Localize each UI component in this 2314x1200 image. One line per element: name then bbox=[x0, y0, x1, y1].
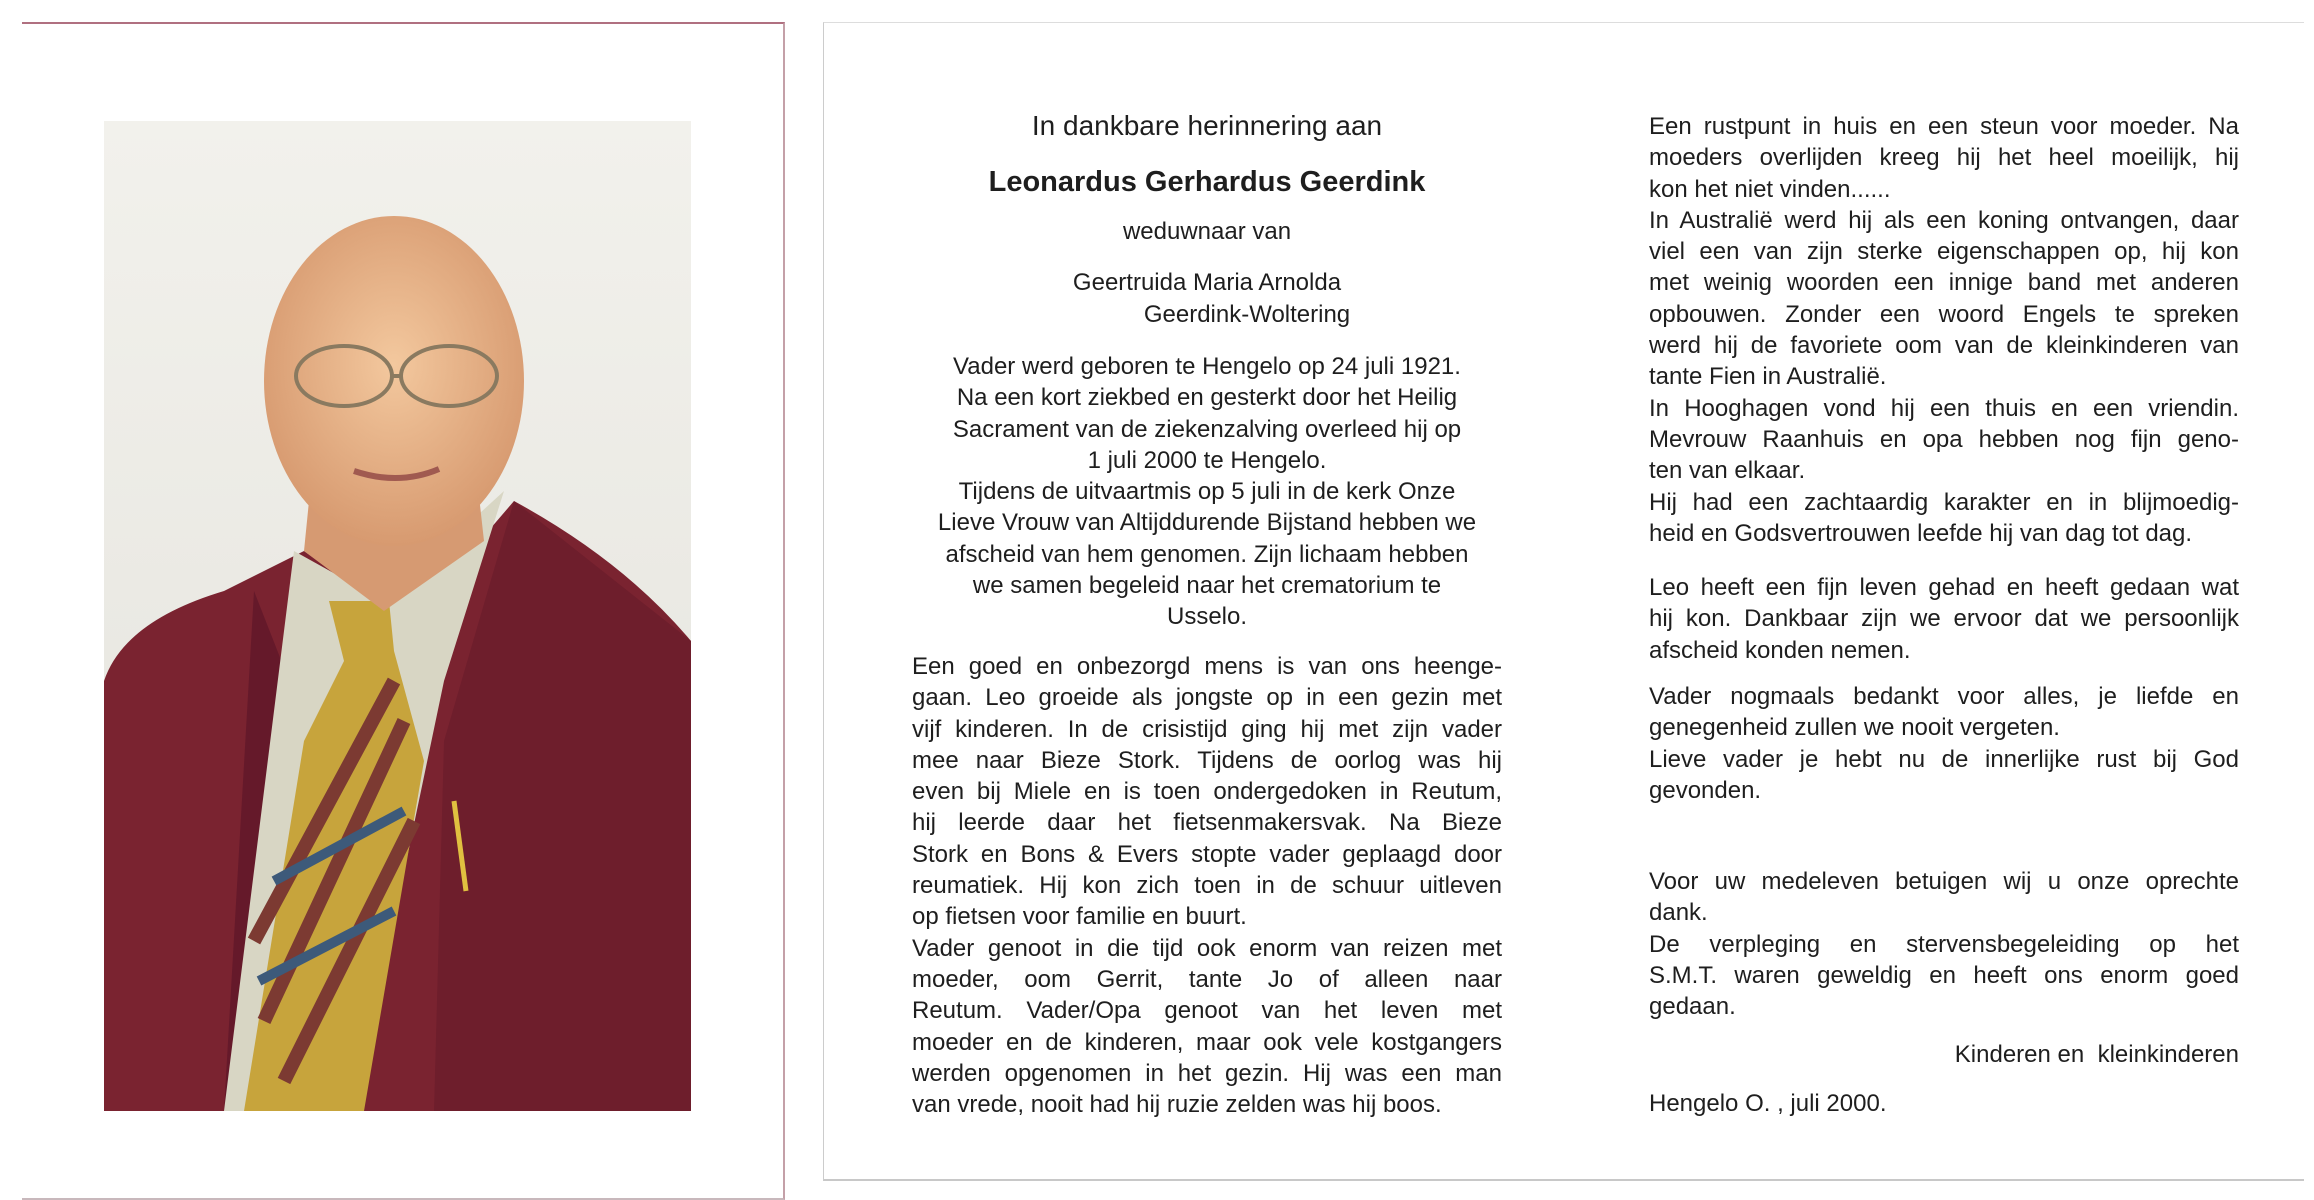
text-line: moeder, oom Gerrit, tante Jo of alleen naar bbox=[912, 965, 1502, 993]
biography-paragraph-4 bbox=[1649, 572, 2239, 666]
text-line: van vrede, nooit had hij ruzie zelden was hij boos. bbox=[912, 1091, 1442, 1119]
thanks-paragraph bbox=[1649, 866, 2239, 1022]
signature-block bbox=[1649, 1039, 2239, 1070]
portrait-image bbox=[104, 121, 691, 1111]
text-line: op fietsen voor familie en buurt. bbox=[912, 903, 1247, 931]
text-line: we samen begeleid naar het crematorium te bbox=[972, 572, 1442, 600]
text-line: afscheid van hem genomen. Zijn lichaam hebben bbox=[945, 540, 1469, 568]
text-line: Usselo. bbox=[1166, 603, 1248, 631]
text-line: vijf kinderen. In de crisistijd ging hij met zijn vader bbox=[912, 715, 1502, 743]
text-line: viel een van zijn sterke eigenschappen op, hij kon bbox=[1649, 238, 2239, 266]
photo-card bbox=[22, 22, 785, 1200]
text-line: 1 juli 2000 te Hengelo. bbox=[1087, 446, 1327, 474]
text-line: reumatiek. Hij kon zich toen in de schuur uitleven bbox=[912, 872, 1502, 900]
relation-line: weduwnaar van bbox=[1122, 218, 1292, 245]
text-line: Vader werd geboren te Hengelo op 24 juli 1921. bbox=[953, 353, 1461, 380]
biography-paragraph-1 bbox=[912, 351, 1502, 633]
text-line: met weinig woorden een innige band met anderen bbox=[1649, 269, 2239, 297]
text-line: Voor uw medeleven betuigen wij u onze oprechte bbox=[1649, 868, 2239, 895]
signature: Kinderen en kleinkinderen bbox=[1954, 1041, 2239, 1068]
text-line: Tijdens de uitvaartmis op 5 juli in de kerk Onze bbox=[958, 478, 1456, 506]
text-line: gedaan. bbox=[1649, 993, 1736, 1021]
text-line: Hij had een zachtaardig karakter en in blijmoedig- bbox=[1649, 488, 2239, 516]
text-line: genegenheid zullen we nooit vergeten. bbox=[1649, 714, 2060, 742]
text-line: moeder en de kinderen, maar ook vele kostgangers bbox=[912, 1028, 1502, 1056]
biography-paragraph-3 bbox=[1649, 111, 2239, 549]
text-line: even bij Miele en is toen ondergedoken in Reutum, bbox=[912, 778, 1502, 806]
text-line: Een rustpunt in huis en een steun voor moeder. Na bbox=[1649, 113, 2239, 140]
text-line: Lieve vader je hebt nu de innerlijke rust bij God bbox=[1649, 745, 2239, 773]
text-line: In Australië werd hij als een koning ontvangen, daar bbox=[1649, 206, 2239, 234]
text-line: dank. bbox=[1649, 899, 1708, 927]
text-line: afscheid konden nemen. bbox=[1649, 636, 1911, 664]
text-line: heid en Godsvertrouwen leefde hij van dag tot dag. bbox=[1649, 519, 2193, 547]
text-line: kon het niet vinden...... bbox=[1649, 175, 1891, 203]
text-line: Reutum. Vader/Opa genoot van het leven met bbox=[912, 997, 1502, 1025]
text-line: De verpleging en stervensbegeleiding op het bbox=[1649, 930, 2239, 958]
text-line: hij leerde daar het fietsenmakersvak. Na Bieze bbox=[912, 809, 1502, 837]
text-line: tante Fien in Australië. bbox=[1649, 363, 1887, 391]
text-line: opbouwen. Zonder een woord Engels te spreken bbox=[1649, 300, 2239, 328]
text-line: gaan. Leo groeide als jongste op in een gezin met bbox=[912, 684, 1502, 712]
text-line: werden opgenomen in het gezin. Hij was een man bbox=[912, 1059, 1502, 1087]
text-line: mee naar Bieze Stork. Tijdens de oorlog was hij bbox=[912, 746, 1502, 774]
text-line: Vader genoot in die tijd ook enorm van reizen met bbox=[912, 934, 1502, 962]
text-line: Mevrouw Raanhuis en opa hebben nog fijn geno- bbox=[1649, 425, 2239, 453]
text-line: Lieve Vrouw van Altijddurende Bijstand hebben we bbox=[937, 509, 1477, 537]
text-line: Een goed en onbezorgd mens is van ons heenge- bbox=[912, 653, 1502, 680]
place-date: Hengelo O. , juli 2000. bbox=[1649, 1090, 1887, 1117]
text-line: Stork en Bons & Evers stopte vader geplaagd door bbox=[912, 840, 1502, 868]
text-line: gevonden. bbox=[1649, 776, 1762, 804]
header-block bbox=[912, 106, 1502, 330]
text-line: Vader nogmaals bedankt voor alles, je liefde en bbox=[1649, 683, 2239, 710]
text-line: Na een kort ziekbed en gesterkt door het Heilig bbox=[956, 384, 1458, 412]
biography-paragraph-2 bbox=[912, 651, 1502, 1120]
text-line: Sacrament van de ziekenzalving overleed hij op bbox=[952, 415, 1462, 443]
farewell-paragraph bbox=[1649, 681, 2239, 806]
place-date-block bbox=[1649, 1088, 2239, 1119]
spouse-name-line2: Geerdink-Woltering bbox=[1143, 300, 1351, 328]
text-line: ten van elkaar. bbox=[1649, 457, 1806, 485]
text-line: S.M.T. waren geweldig en heeft ons enorm goed bbox=[1649, 961, 2239, 989]
text-line: werd hij de favoriete oom van de kleinkinderen van bbox=[1649, 332, 2239, 360]
intro-line: In dankbare herinnering aan bbox=[1031, 110, 1383, 141]
text-line: moeders overlijden kreeg hij het heel moeilijk, hij bbox=[1649, 144, 2239, 172]
text-line: hij kon. Dankbaar zijn we ervoor dat we persoonlijk bbox=[1649, 605, 2239, 633]
text-line: In Hooghagen vond hij een thuis en een vriendin. bbox=[1649, 394, 2239, 422]
spouse-name-line1: Geertruida Maria Arnolda bbox=[1072, 269, 1342, 297]
text-line: Leo heeft een fijn leven gehad en heeft gedaan wat bbox=[1649, 574, 2239, 601]
portrait-photo bbox=[104, 121, 691, 1111]
deceased-name: Leonardus Gerhardus Geerdink bbox=[988, 166, 1426, 198]
